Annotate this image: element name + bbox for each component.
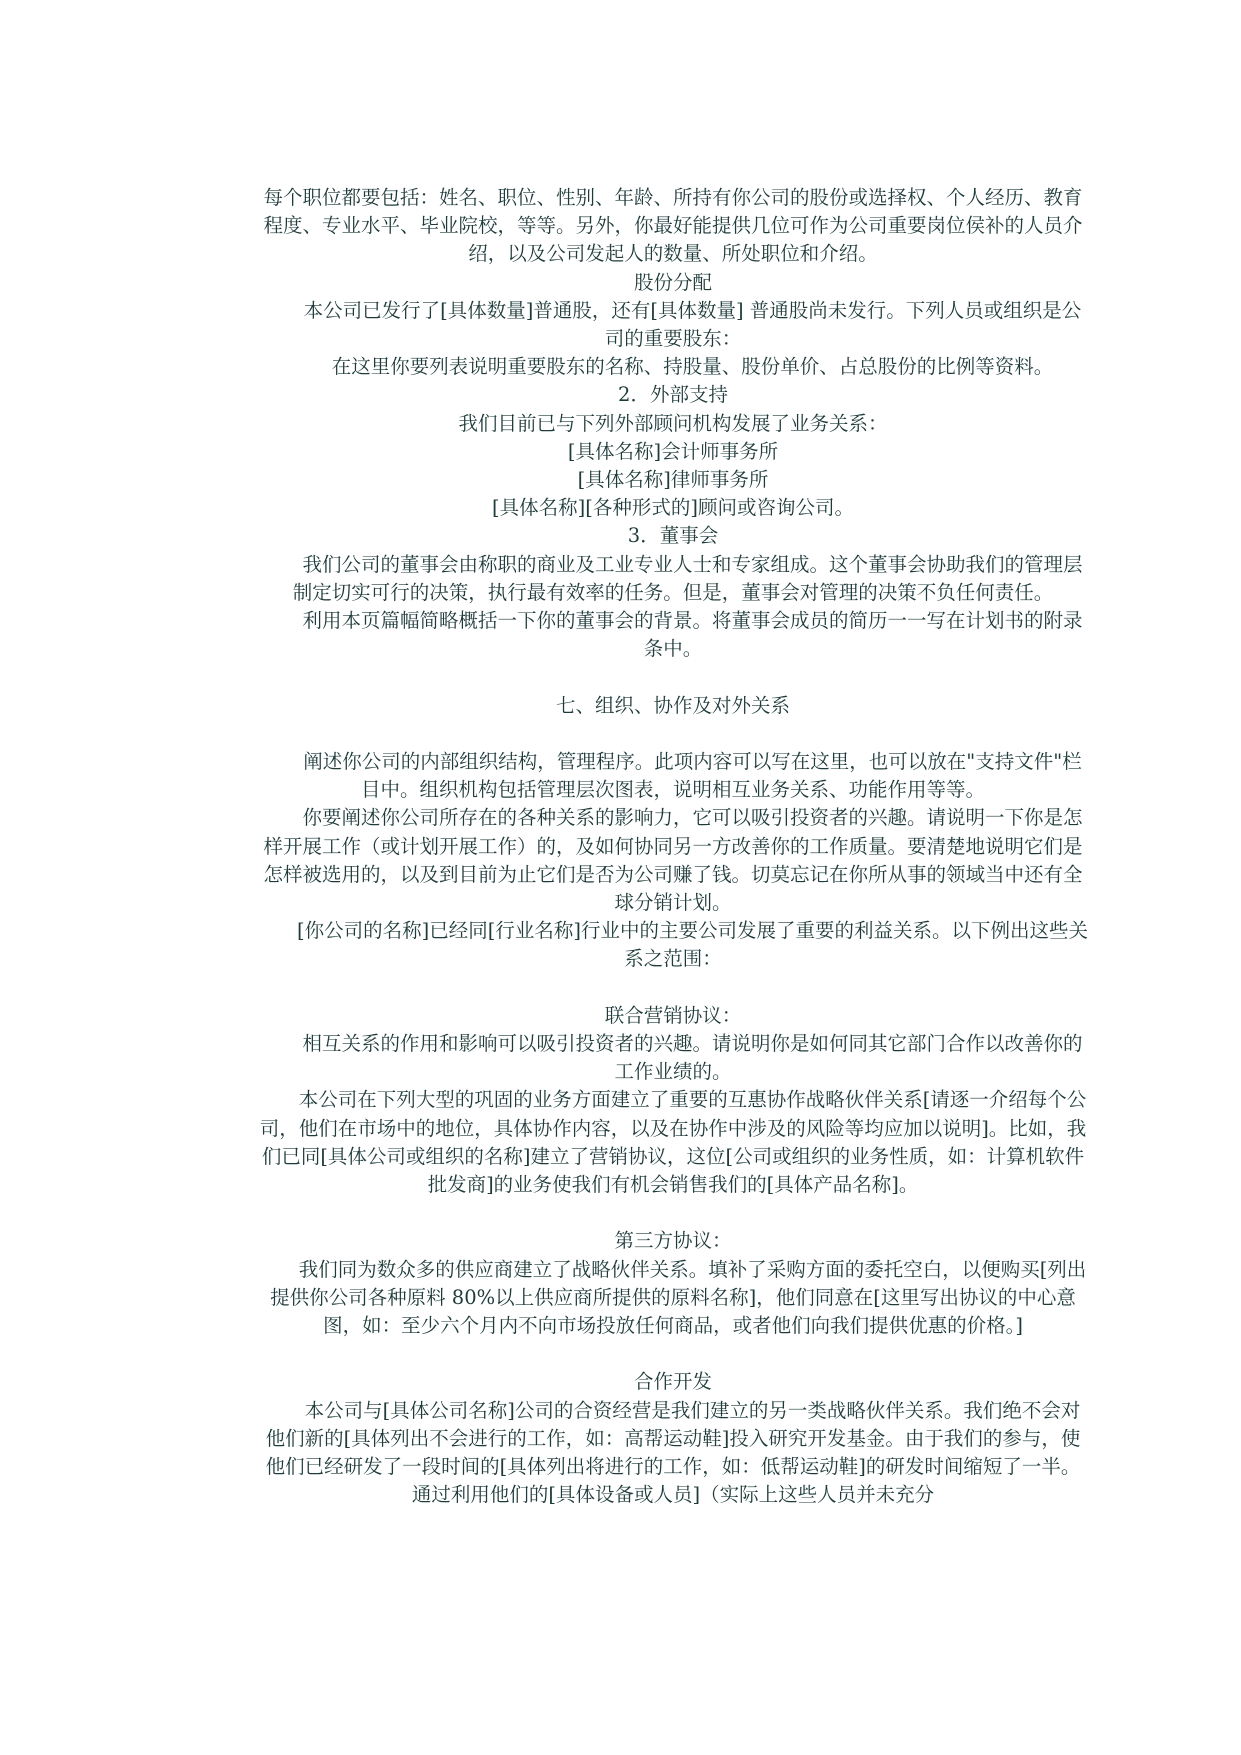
paragraph: 联合营销协议： <box>604 1003 742 1027</box>
paragraph: 第三方协议： <box>614 1229 732 1253</box>
paragraph: 在这里你要列表说明重要股东的名称、持股量、股份单价、占总股份的比例等资料。 <box>331 355 1054 379</box>
paragraph: 本公司与[具体公司名称]公司的合资经营是我们建立的另一类战略伙伴关系。我们绝不会对他们新的[具体列出不会进行的工作，如：高帮运动鞋]投入研究开发基金。由于我们的参与，使他们已经研发了一段时间的[具体列出将进行的工作，如：低帮运动鞋]的研发时间缩短了一半。通过利用他们的[具体设备或人员]（实际上这些人员并未充分 <box>265 1398 1081 1507</box>
paragraph: [具体名称]律师事务所 <box>577 468 769 492</box>
paragraph: 七、组织、协作及对外关系 <box>555 693 790 717</box>
blank-line <box>258 974 1088 1002</box>
document-body <box>258 184 1088 1509</box>
paragraph: 我们同为数众多的供应商建立了战略伙伴关系。填补了采购方面的委托空白，以便购买[列出提供你公司各种原料 80%以上供应商所提供的原料名称]，他们同意在[这里写出协议的中心意图，如：至少六个月内不向市场投放任何商品，或者他们向我们提供优惠的价格。] <box>270 1257 1087 1338</box>
paragraph: 你要阐述你公司所存在的各种关系的影响力，它可以吸引投资者的兴趣。请说明一下你是怎样开展工作（或计划开展工作）的，及如何协同另一方改善你的工作质量。要清楚地说明它们是怎样被选用的，以及到目前为止它们是否为公司赚了钱。切莫忘记在你所从事的领域当中还有全球分销计划。 <box>263 806 1083 915</box>
paragraph: 3．董事会 <box>627 524 719 548</box>
blank-line <box>258 720 1088 748</box>
paragraph: 利用本页篇幅简略概括一下你的董事会的背景。将董事会成员的简历一一写在计划书的附录条中。 <box>302 609 1083 661</box>
paragraph: 我们目前已与下列外部顾问机构发展了业务关系： <box>458 411 888 435</box>
paragraph: 股份分配 <box>633 270 712 294</box>
paragraph: 本公司已发行了[具体数量]普通股，还有[具体数量] 普通股尚未发行。下列人员或组织是公司的重要股东： <box>303 298 1082 351</box>
paragraph: 2．外部支持 <box>618 383 728 407</box>
paragraph: [具体名称]会计师事务所 <box>567 439 779 463</box>
paragraph: 阐述你公司的内部组织结构，管理程序。此项内容可以写在这里，也可以放在"支持文件"栏目中。组织机构包括管理层次图表，说明相互业务关系、功能作用等等。 <box>303 750 1082 802</box>
blank-line <box>258 663 1088 691</box>
paragraph: 本公司在下列大型的巩固的业务方面建立了重要的互惠协作战略伙伴关系[请逐一介绍每个公司，他们在市场中的地位，具体协作内容，以及在协作中涉及的风险等均应加以说明]。比如，我们已同[具体公司或组织的名称]建立了营销协议，这位[公司或组织的业务性质，如：计算机软件批发商]的业务使我们有机会销售我们的[具体产品名称]。 <box>259 1088 1087 1197</box>
paragraph: 合作开发 <box>633 1370 712 1394</box>
paragraph: [你公司的名称]已经同[行业名称]行业中的主要公司发展了重要的利益关系。以下例出这些关系之范围： <box>297 919 1088 971</box>
blank-line <box>258 1340 1088 1368</box>
paragraph: 相互关系的作用和影响可以吸引投资者的兴趣。请说明你是如何同其它部门合作以改善你的工作业绩的。 <box>302 1032 1083 1084</box>
paragraph: 我们公司的董事会由称职的商业及工业专业人士和专家组成。这个董事会协助我们的管理层制定切实可行的决策，执行最有效率的任务。但是，董事会对管理的决策不负任何责任。 <box>292 552 1083 604</box>
blank-line <box>258 1199 1088 1227</box>
paragraph: [具体名称][各种形式的]顾问或咨询公司。 <box>492 496 854 520</box>
paragraph: 每个职位都要包括：姓名、职位、性别、年龄、所持有你公司的股份或选择权、个人经历、教育程度、专业水平、毕业院校，等等。另外，你最好能提供几位可作为公司重要岗位侯补的人员介绍，以及公司发起人的数量、所处职位和介绍。 <box>263 186 1083 266</box>
